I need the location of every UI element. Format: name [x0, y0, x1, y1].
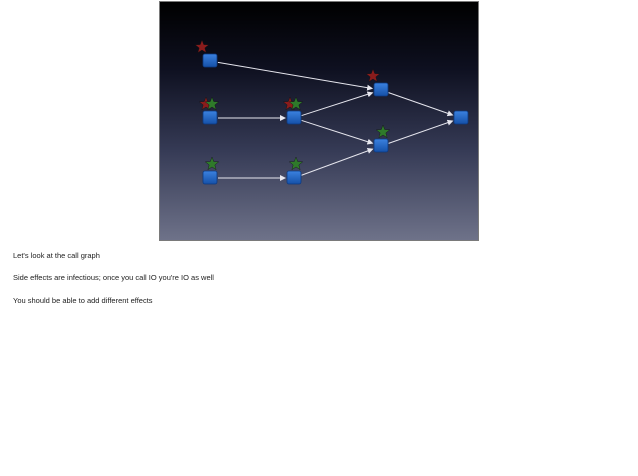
- green-star-icon: [289, 157, 302, 170]
- stars-layer: [195, 40, 389, 170]
- graph-node-n4: [287, 111, 301, 124]
- edge-n5-n7: [302, 149, 373, 175]
- graph-node-n3: [203, 171, 217, 184]
- call-graph-diagram: [160, 2, 478, 240]
- edge-n6-n8: [389, 93, 453, 115]
- graph-node-n6: [374, 83, 388, 96]
- slide-frame: [159, 1, 479, 241]
- graph-node-n8: [454, 111, 468, 124]
- edge-n4-n6: [302, 93, 373, 116]
- speaker-note-different-effects: You should be able to add different effects: [13, 296, 153, 305]
- graph-node-n1: [203, 54, 217, 67]
- edge-n4-n7: [302, 120, 373, 143]
- speaker-note-call-graph: Let's look at the call graph: [13, 251, 100, 260]
- edge-n7-n8: [389, 121, 453, 143]
- edge-n1-n6: [218, 62, 372, 88]
- edges-layer: [218, 62, 453, 178]
- green-star-icon: [376, 125, 389, 138]
- graph-node-n2: [203, 111, 217, 124]
- graph-node-n5: [287, 171, 301, 184]
- speaker-note-side-effects: Side effects are infectious; once you call IO you're IO as well: [13, 273, 214, 282]
- red-star-icon: [195, 40, 208, 53]
- red-star-icon: [366, 69, 379, 82]
- graph-node-n7: [374, 139, 388, 152]
- green-star-icon: [205, 157, 218, 170]
- nodes-layer: [203, 54, 468, 184]
